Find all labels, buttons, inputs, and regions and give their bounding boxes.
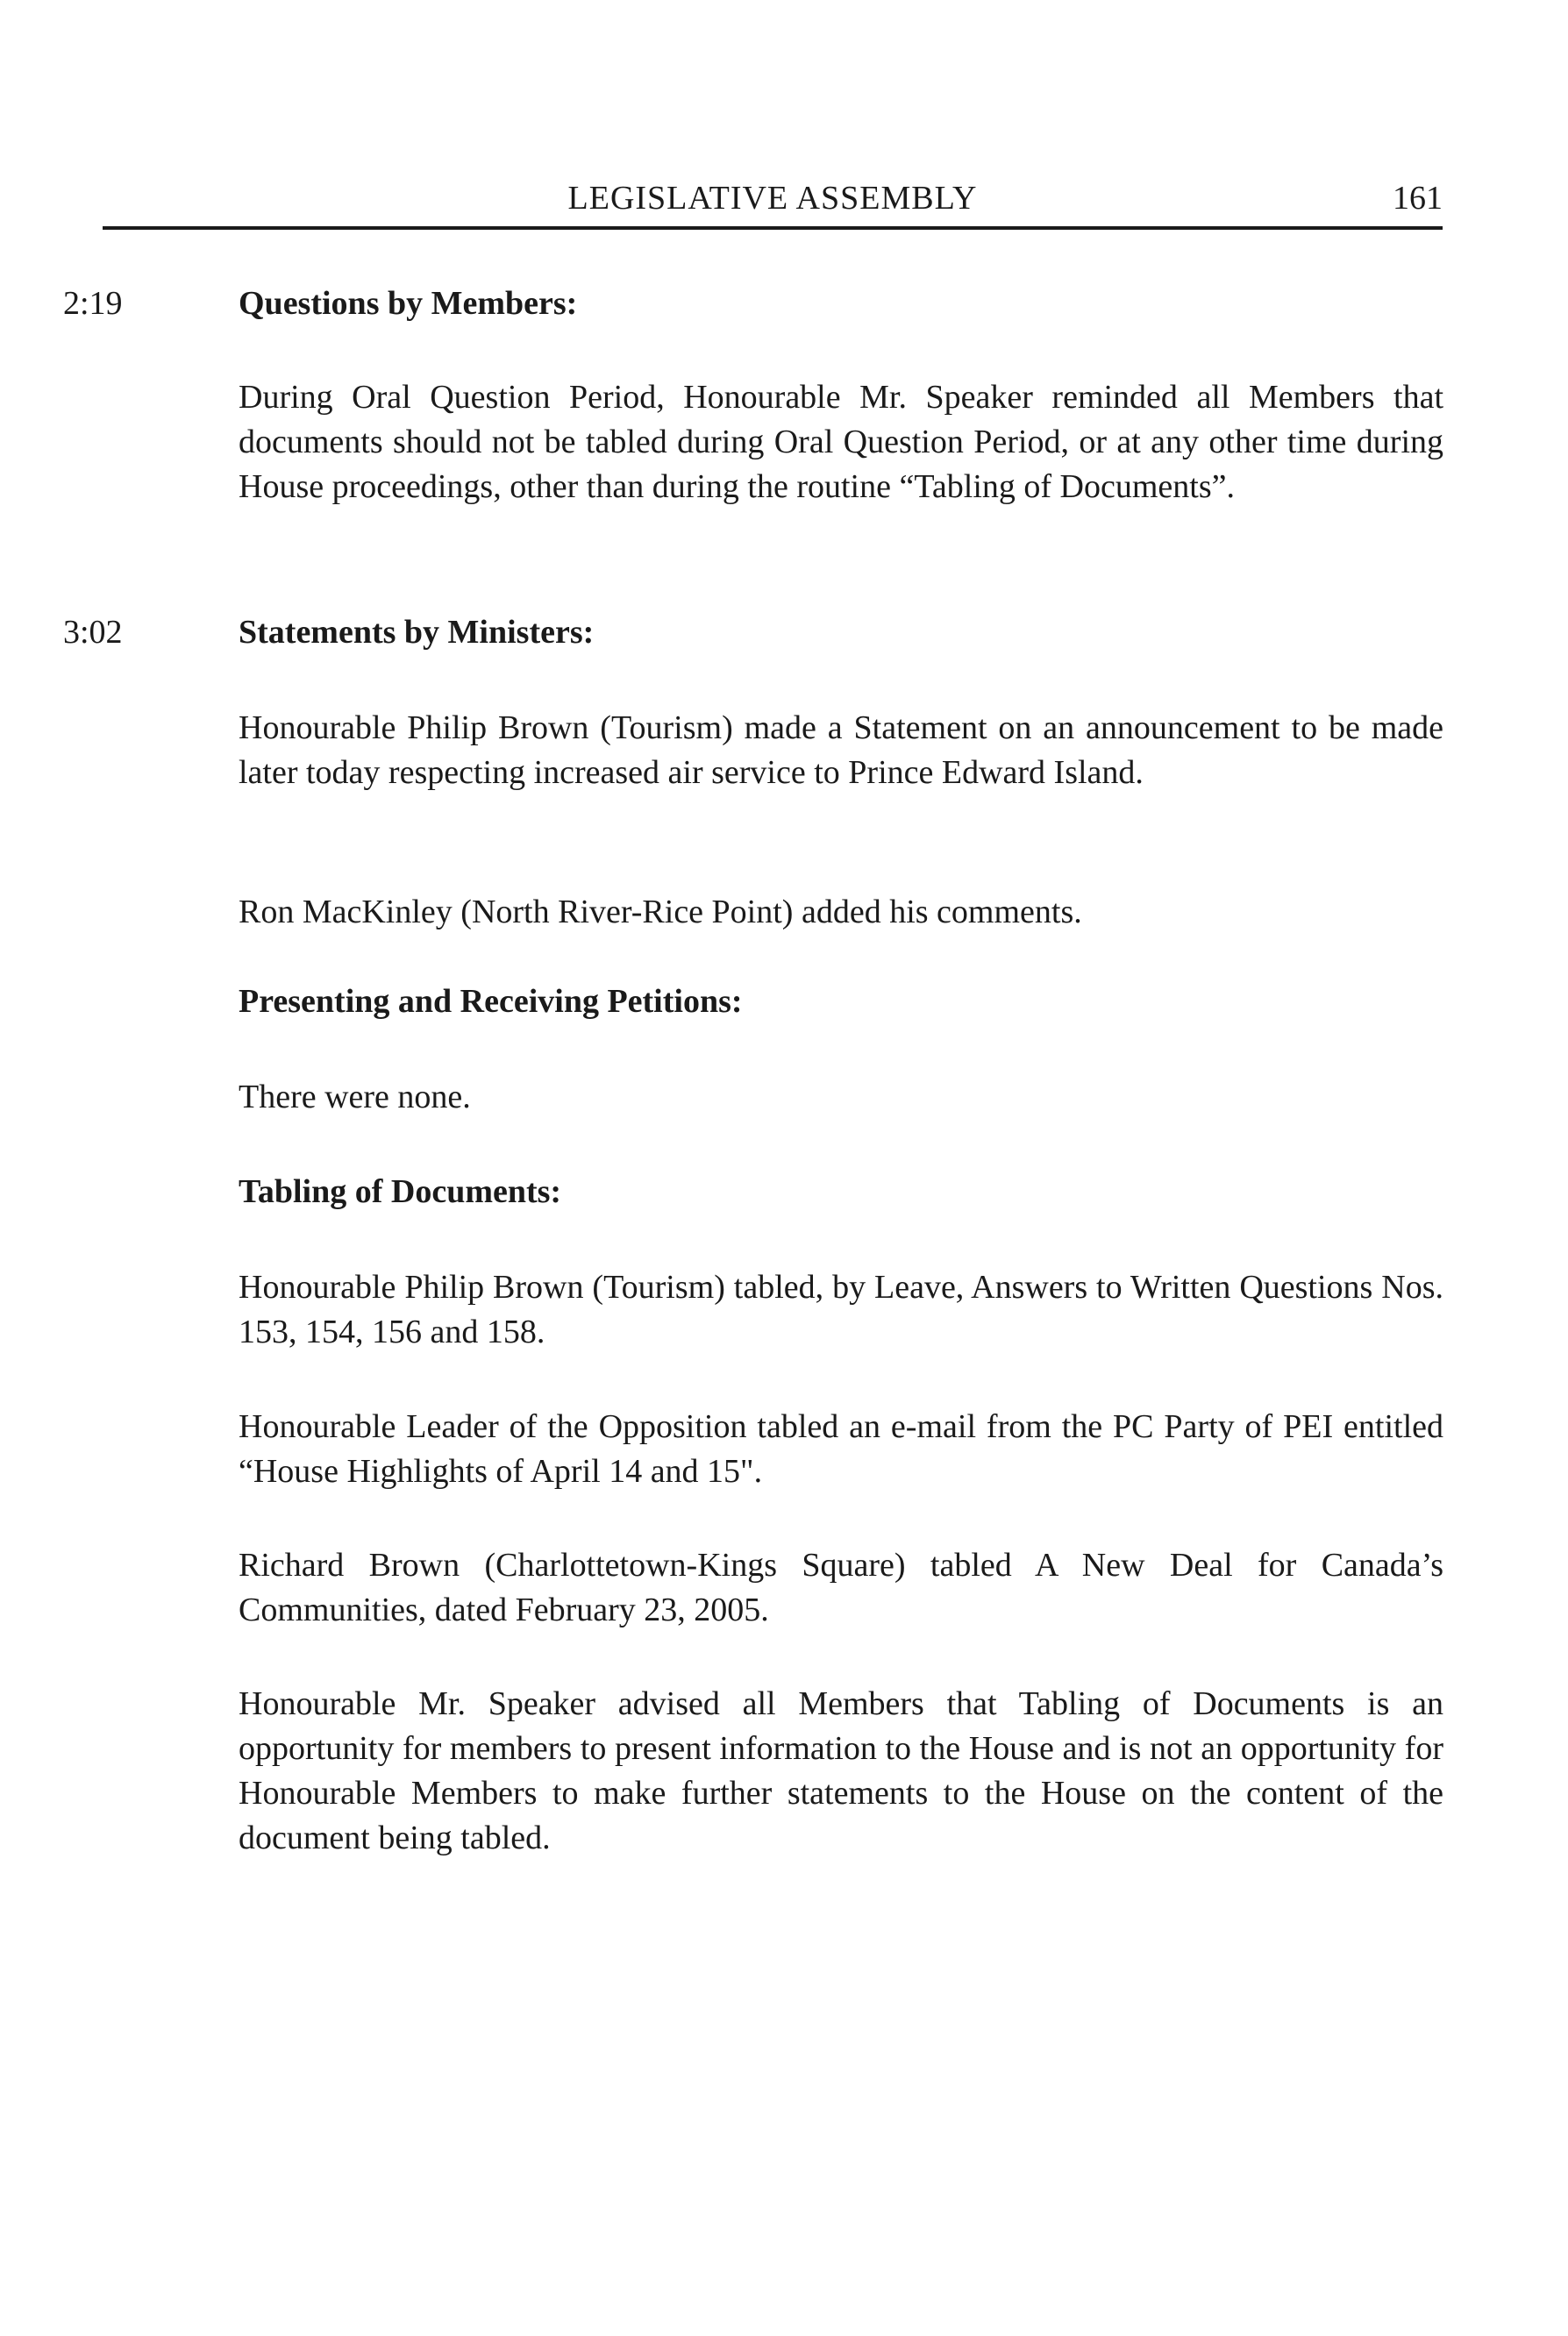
section-time: 3:02: [63, 614, 123, 651]
paragraph: Honourable Leader of the Opposition tabled an e-mail from the PC Party of PEI entitled “House Highlights of April 14 and 15".: [239, 1408, 1443, 1490]
paragraph: Ron MacKinley (North River-Rice Point) added his comments.: [239, 894, 1082, 930]
paragraph: Honourable Mr. Speaker advised all Members that Tabling of Documents is an opportunity for members to present information to the House and is not an opportunity for Honourable Members to make further statements to the House on the content of the document being tabled.: [239, 1685, 1443, 1856]
paragraph: Honourable Philip Brown (Tourism) made a Statement on an announcement to be made later today respecting increased air service to Prince Edward Island.: [239, 709, 1443, 791]
paragraph: There were none.: [239, 1079, 471, 1115]
section-heading: Statements by Ministers:: [239, 614, 595, 651]
section-heading: Tabling of Documents:: [239, 1173, 562, 1210]
page-number: 161: [1393, 180, 1443, 217]
running-header: [103, 175, 1443, 230]
paragraph: Honourable Philip Brown (Tourism) tabled, by Leave, Answers to Written Questions Nos. 153, 154, 156 and 158.: [239, 1269, 1443, 1350]
paragraph: Richard Brown (Charlottetown-Kings Square) tabled A New Deal for Canada’s Communities, dated February 23, 2005.: [239, 1547, 1443, 1628]
header-title: LEGISLATIVE ASSEMBLY: [567, 180, 978, 217]
section-heading: Presenting and Receiving Petitions:: [239, 983, 743, 1020]
paragraph: During Oral Question Period, Honourable Mr. Speaker reminded all Members that documents should not be tabled during Oral Question Period, or at any other time during House proceedings, other than during the routine “Tabling of Documents”.: [239, 379, 1443, 505]
section-heading: Questions by Members:: [239, 285, 578, 322]
section-time: 2:19: [63, 285, 123, 322]
